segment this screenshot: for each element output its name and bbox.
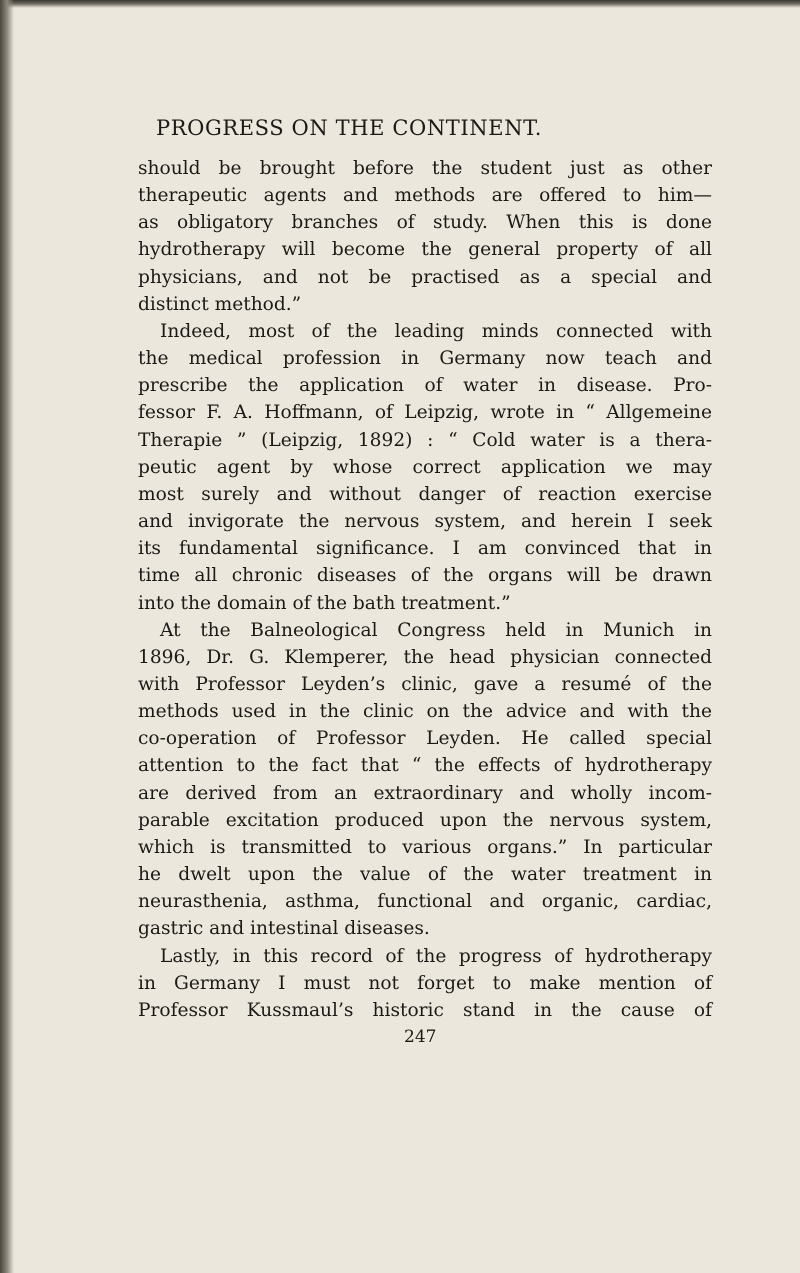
text-line: distinct method.”	[138, 293, 302, 315]
text-line: co-operation of Professor Leyden. He called special	[138, 728, 712, 750]
text-line: its fundamental significance. I am convinced that in	[138, 538, 712, 560]
text-line: he dwelt upon the value of the water treatment in	[138, 864, 712, 886]
text-line: peutic agent by whose correct application we may	[138, 456, 712, 478]
text-line: gastric and intestinal diseases.	[138, 918, 430, 940]
text-line: therapeutic agents and methods are offered to him—	[138, 185, 712, 207]
text-line: time all chronic diseases of the organs will be drawn	[138, 565, 712, 587]
body-text	[138, 155, 712, 1024]
text-line: Professor Kussmaul’s historic stand in the cause of	[138, 999, 712, 1021]
running-head: PROGRESS ON THE CONTINENT.	[156, 116, 542, 140]
text-line: 1896, Dr. G. Klemperer, the head physician connected	[138, 646, 712, 668]
text-line: attention to the fact that “ the effects of hydrotherapy	[138, 755, 712, 777]
text-line: fessor F. A. Hoffmann, of Leipzig, wrote in “ Allgemeine	[138, 402, 712, 424]
text-line: most surely and without danger of reaction exercise	[138, 483, 712, 505]
text-line: as obligatory branches of study. When this is done	[138, 212, 712, 234]
text-line: methods used in the clinic on the advice and with the	[138, 701, 712, 723]
text-line: Therapie ” (Leipzig, 1892) : “ Cold water is a thera-	[138, 429, 712, 451]
text-line: are derived from an extraordinary and wholly incom-	[138, 782, 712, 804]
page-number: 247	[404, 1027, 437, 1047]
text-line: Lastly, in this record of the progress of hydrotherapy	[160, 945, 712, 967]
page-gutter-shadow	[0, 0, 14, 1273]
text-line: the medical profession in Germany now teach and	[138, 348, 712, 370]
text-line: physicians, and not be practised as a special and	[138, 266, 712, 288]
text-line: At the Balneological Congress held in Munich in	[160, 619, 712, 641]
text-line: and invigorate the nervous system, and herein I seek	[138, 511, 712, 533]
text-line: neurasthenia, asthma, functional and organic, cardiac,	[138, 891, 712, 913]
text-line: hydrotherapy will become the general property of all	[138, 239, 712, 261]
text-line: with Professor Leyden’s clinic, gave a resumé of the	[138, 673, 712, 695]
text-line: Indeed, most of the leading minds connected with	[160, 320, 712, 342]
text-line: which is transmitted to various organs.” In particular	[138, 836, 712, 858]
text-line: in Germany I must not forget to make mention of	[138, 972, 712, 994]
text-line: parable excitation produced upon the nervous system,	[138, 809, 712, 831]
text-line: prescribe the application of water in disease. Pro-	[138, 375, 712, 397]
text-line: should be brought before the student just as other	[138, 158, 712, 179]
page-top-edge-shadow	[0, 0, 800, 8]
text-line: into the domain of the bath treatment.”	[138, 592, 511, 614]
